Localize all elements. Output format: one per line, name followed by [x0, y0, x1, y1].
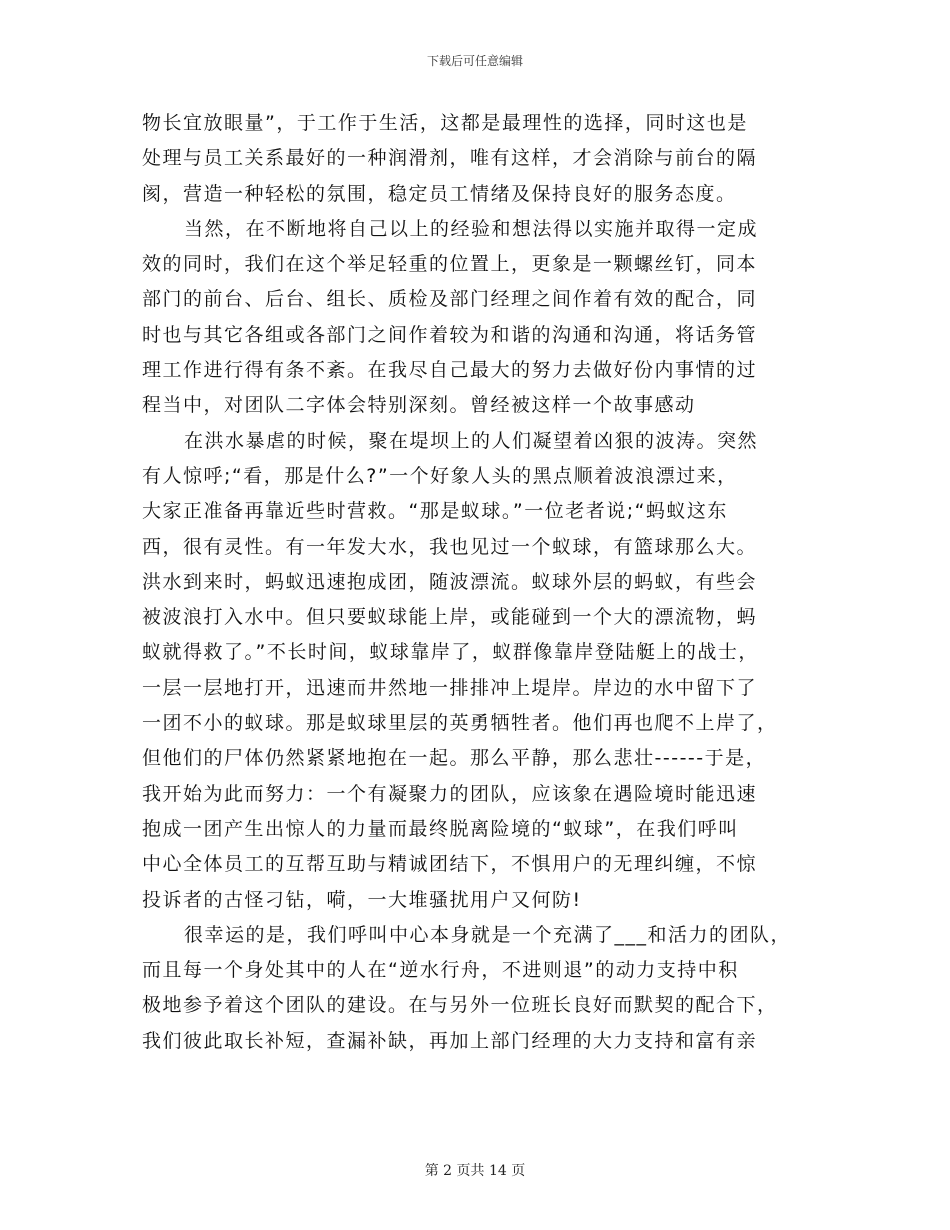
text-line: 但他们的尸体仍然紧紧地抱在一起。那么平静，那么悲壮------于是， — [142, 747, 767, 770]
paragraph-start-line: 当然，在不断地将自己以上的经验和想法得以实施并取得一定成 — [184, 217, 759, 240]
page-number-footer: 第 2 页共 14 页 — [424, 1163, 526, 1179]
text-line: 一层一层地打开，迅速而井然地一排排冲上堤岸。岸边的水中留下了 — [142, 676, 758, 699]
text-line: 阂，营造一种轻松的氛围，稳定员工情绪及保持良好的服务态度。 — [142, 182, 737, 205]
text-line: 时也与其它各组或各部门之间作着较为和谐的沟通和沟通，将话务管 — [142, 323, 758, 346]
text-line: 部门的前台、后台、组长、质检及部门经理之间作着有效的配合，同 — [142, 288, 758, 311]
page-header: 下载后可任意编辑 — [426, 54, 523, 68]
text-line: 处理与员工关系最好的一种润滑剂，唯有这样，才会消除与前台的隔 — [142, 147, 758, 170]
paragraph-start-line: 很幸运的是，我们呼叫中心本身就是一个充满了___和活力的团队， — [184, 923, 792, 946]
text-line: 效的同时，我们在这个举足轻重的位置上，更象是一颗螺丝钉，同本 — [142, 253, 758, 276]
text-line: 蚁就得救了。”不长时间，蚁球靠岸了，蚁群像靠岸登陆艇上的战士， — [142, 641, 759, 664]
text-line: 我开始为此而努力：一个有凝聚力的团队，应该象在遇险境时能迅速 — [142, 782, 758, 805]
text-line: 投诉者的古怪刁钻，嗬，一大堆骚扰用户又何防! — [142, 888, 582, 911]
paragraph-start-line: 在洪水暴虐的时候，聚在堤坝上的人们凝望着凶狠的波涛。突然 — [184, 429, 759, 452]
text-line: 有人惊呼;“看，那是什么?”一个好象人头的黑点顺着波浪漂过来， — [142, 464, 738, 487]
text-line: 大家正准备再靠近些时营救。“那是蚁球。”一位老者说;“蚂蚁这东 — [142, 500, 728, 523]
document-body — [142, 106, 812, 1059]
text-line: 极地参予着这个团队的建设。在与另外一位班长良好而默契的配合下， — [142, 994, 778, 1017]
text-line: 抱成一团产生出惊人的力量而最终脱离险境的“蚁球”，在我们呼叫 — [142, 817, 739, 840]
text-line: 我们彼此取长补短，查漏补缺，再加上部门经理的大力支持和富有亲 — [142, 1029, 758, 1052]
text-line: 中心全体员工的互帮互助与精诚团结下，不惧用户的无理纠缠，不惊 — [142, 853, 758, 876]
text-line: 洪水到来时，蚂蚁迅速抱成团，随波漂流。蚁球外层的蚂蚁，有些会 — [142, 570, 758, 593]
text-line: 程当中，对团队二字体会特别深刻。曾经被这样一个故事感动 — [142, 394, 696, 417]
text-line: 而且每一个身处其中的人在“逆水行舟，不进则退”的动力支持中积 — [142, 959, 739, 982]
text-line: 一团不小的蚁球。那是蚁球里层的英勇牺牲者。他们再也爬不上岸了， — [142, 712, 778, 735]
text-line: 被波浪打入水中。但只要蚁球能上岸，或能碰到一个大的漂流物，蚂 — [142, 606, 758, 629]
text-line: 西，很有灵性。有一年发大水，我也见过一个蚁球，有篮球那么大。 — [142, 535, 758, 558]
text-line: 理工作进行得有条不紊。在我尽自己最大的努力去做好份内事情的过 — [142, 359, 758, 382]
text-line: 物长宜放眼量”，于工作于生活，这都是最理性的选择，同时这也是 — [142, 112, 748, 134]
